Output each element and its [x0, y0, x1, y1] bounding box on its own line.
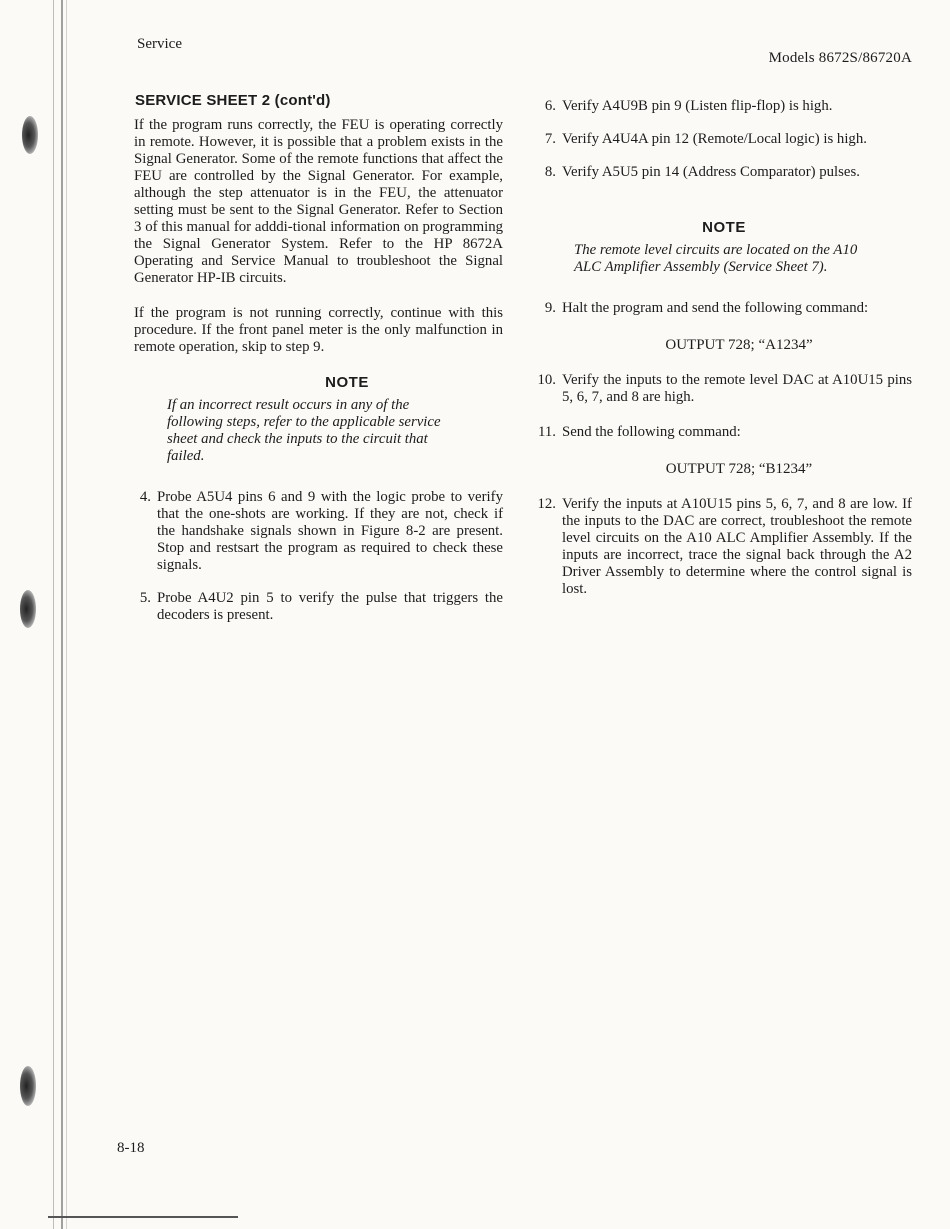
step-text: Verify A4U9B pin 9 (Listen flip-flop) is high.	[562, 98, 833, 114]
step-text: Verify the inputs to the remote level DAC at A10U15 pins 5, 6, 7, and 8 are high.	[562, 372, 912, 405]
step-item	[536, 496, 912, 598]
step-text: Halt the program and send the following command:	[562, 300, 869, 316]
step-text: Verify A5U5 pin 14 (Address Comparator) pulses.	[562, 164, 860, 180]
binding-edge-line	[53, 0, 54, 1229]
step-item	[536, 131, 912, 148]
step-text: Verify A4U4A pin 12 (Remote/Local logic) is high.	[562, 131, 867, 147]
step-text: Probe A5U4 pins 6 and 9 with the logic probe to verify that the one-shots are working. If they are not, check if the handshake signals shown in Figure 8-2 are present. Stop and restsart the program as required to check these signals.	[157, 489, 503, 573]
body-paragraph: If the program runs correctly, the FEU is operating correctly in remote. However, it is possible that a problem exists in the Signal Generator. Some of the remote functions that affect the FEU are controlled by the Signal Generator. For example, although the step attenuator is in the FEU, the attenuator setting must be sent to the Signal Generator. Refer to Section 3 of this manual for adddi-tional information on programming the Signal Generator System. Refer to the HP 8672A Operating and Service Manual to troubleshoot the Signal Generator HP-IB circuits.	[134, 117, 503, 286]
step-item	[536, 372, 912, 406]
step-number: 8.	[544, 164, 556, 180]
punch-hole	[20, 1066, 36, 1106]
step-number: 4.	[139, 489, 151, 505]
step-item	[131, 590, 503, 624]
page-number: 8-18	[117, 1140, 145, 1156]
step-item	[536, 164, 912, 181]
running-header-left: Service	[137, 36, 182, 52]
command-line: OUTPUT 728; “A1234”	[665, 337, 813, 353]
note-heading: NOTE	[702, 219, 746, 236]
note-text: If an incorrect result occurs in any of the following steps, refer to the applicable service sheet and check the inputs to the circuit that failed.	[167, 397, 441, 464]
step-item	[536, 424, 912, 441]
step-number: 6.	[544, 98, 556, 114]
section-title: SERVICE SHEET 2 (cont'd)	[135, 92, 331, 109]
note-heading: NOTE	[325, 374, 369, 391]
running-header-right: Models 8672S/86720A	[768, 50, 912, 66]
step-text: Probe A4U2 pin 5 to verify the pulse that triggers the decoders is present.	[157, 590, 503, 623]
right-column	[536, 98, 912, 598]
step-number: 9.	[544, 300, 556, 316]
step-number: 5.	[139, 590, 151, 606]
binding-edge-line	[66, 0, 67, 1229]
step-item	[536, 98, 912, 115]
binding-edge-line	[61, 0, 63, 1229]
body-paragraph: If the program is not running correctly, continue with this procedure. If the front panel meter is the only malfunction in remote operation, skip to step 9.	[134, 305, 503, 355]
left-column	[131, 92, 503, 624]
command-line: OUTPUT 728; “B1234”	[665, 461, 813, 477]
step-item	[131, 489, 503, 574]
punch-hole	[22, 116, 38, 154]
step-number: 7.	[544, 131, 556, 147]
step-number: 10.	[537, 372, 556, 388]
bottom-rule	[48, 1216, 238, 1218]
step-number: 12.	[537, 496, 556, 512]
step-text: Send the following command:	[562, 424, 741, 440]
step-number: 11.	[538, 424, 556, 440]
step-text: Verify the inputs at A10U15 pins 5, 6, 7, and 8 are low. If the inputs to the DAC are correct, troubleshoot the remote level circuits on the A10 ALC Amplifier Assembly. If the inputs are incorrect, trace the signal back through the A2 Driver Assembly to determine where the control signal is lost.	[562, 496, 912, 597]
note-text: The remote level circuits are located on the A10 ALC Amplifier Assembly (Service Sheet 7).	[574, 242, 858, 275]
punch-hole	[20, 590, 36, 628]
step-item	[536, 300, 912, 317]
